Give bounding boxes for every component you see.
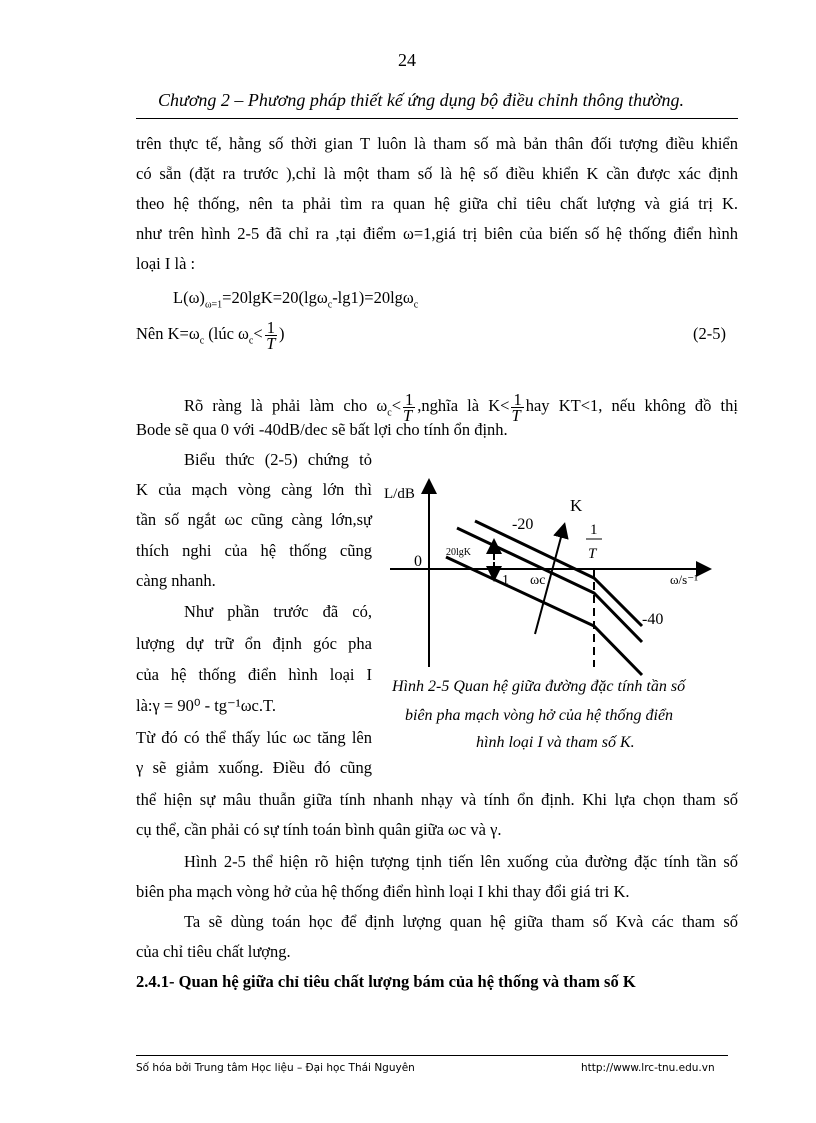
formula-k: Nên $K=\omega_c$ (lúc $\omega_c<$ $\frac{1}{T}$ ) bbox=[136, 317, 285, 353]
text-line: theo hệ thống, nên ta phải tìm ra quan hệ giữa chỉ tiêu chất lượng và giá trị K. bbox=[136, 194, 738, 213]
break-den: T bbox=[588, 546, 597, 562]
x-axis-label: ω/s⁻¹ bbox=[670, 572, 698, 587]
page-number: 24 bbox=[398, 50, 416, 70]
k-label: K bbox=[570, 496, 583, 515]
equation-number: (2-5) bbox=[693, 324, 726, 343]
side-text-line: γ sẽ giảm xuống. Điều đó cũng bbox=[136, 758, 372, 777]
text-line: thể hiện sự mâu thuẫn giữa tính nhanh nhạy và tính ổn định. Khi lựa chọn tham số bbox=[136, 790, 738, 809]
text-line: Bode sẽ qua 0 với -40dB/dec sẽ bất lợi cho tính ổn định. bbox=[136, 420, 508, 439]
footer-url[interactable]: http://www.lrc-tnu.edu.vn bbox=[581, 1062, 715, 1074]
text-line: như trên hình 2-5 đã chỉ ra ,tại điểm ω=1,giá trị biên của biến số hệ thống điển hình bbox=[136, 224, 738, 243]
figure-caption-line: hình loại I và tham số K. bbox=[476, 734, 635, 751]
origin-label: 0 bbox=[414, 553, 422, 570]
text-line: cụ thể, cần phải có sự tính toán bình quân giữa ωc và γ. bbox=[136, 820, 502, 839]
bode-line-mid-k bbox=[457, 528, 642, 642]
formula-l-omega: $L(\omega)_{\omega=1}=20\lg K=20(\lg\omega_c-\lg 1)=20\lg\omega_c$ bbox=[173, 288, 419, 311]
side-text-line: K của mạch vòng càng lớn thì bbox=[136, 480, 372, 499]
section-heading: 2.4.1- Quan hệ giữa chỉ tiêu chất lượng bám của hệ thống và tham số K bbox=[136, 972, 636, 991]
wc-label: ωc bbox=[530, 573, 546, 588]
text-line: trên thực tế, hằng số thời gian T luôn là tham số mà bản thân đối tượng điều khiển bbox=[136, 134, 738, 153]
slope-20-label: -20 bbox=[512, 516, 534, 533]
side-text-line: Từ đó có thể thấy lúc ωc tăng lên bbox=[136, 728, 372, 747]
text-line: biên pha mạch vòng hở của hệ thống điển hình loại I khi thay đổi giá tri K. bbox=[136, 882, 630, 901]
figure-caption-line: Hình 2-5 Quan hệ giữa đường đặc tính tần số bbox=[392, 678, 686, 695]
break-num: 1 bbox=[590, 522, 598, 538]
side-text-line: là:γ = 90⁰ - tg⁻¹ωc.T. bbox=[136, 696, 276, 715]
gain-label: 20lgK bbox=[446, 547, 471, 558]
figure-caption-line: biên pha mạch vòng hở của hệ thống điển bbox=[405, 707, 674, 724]
text-line: có sẵn (đặt ra trước ),chỉ là một tham số là hệ số điều khiển K cần được xác định bbox=[136, 164, 738, 183]
header-rule bbox=[136, 118, 738, 119]
side-text-line: lượng dự trữ ổn định góc pha bbox=[136, 634, 372, 653]
side-text-line: càng nhanh. bbox=[136, 571, 216, 590]
text-line: của chỉ tiêu chất lượng. bbox=[136, 942, 291, 961]
side-text-line: tần số ngắt ωc cũng càng lớn,sự bbox=[136, 510, 372, 529]
side-text-line: Như phần trước đã có, bbox=[184, 602, 372, 621]
slope-40-label: -40 bbox=[642, 611, 664, 628]
y-axis-label: L/dB bbox=[384, 486, 415, 502]
text-line: Rõ ràng là phải làm cho $\omega_c<$ $\frac{1}{T}$ ,nghĩa là K< $\frac{1}{T}$ hay KT<1, nếu không đồ thị bbox=[184, 389, 738, 425]
text-line: Hình 2-5 thể hiện rõ hiện tượng tịnh tiến lên xuống của đường đặc tính tần số bbox=[184, 852, 738, 871]
footer-source: Số hóa bởi Trung tâm Học liệu – Đại học Thái Nguyên bbox=[136, 1062, 415, 1074]
text-line: Ta sẽ dùng toán học để định lượng quan hệ giữa tham số Kvà các tham số bbox=[184, 912, 738, 931]
bode-diagram bbox=[384, 470, 720, 680]
side-text-line: thích nghi của hệ thống cũng bbox=[136, 541, 372, 560]
one-label: 1 bbox=[502, 573, 509, 588]
text-line: loại I là : bbox=[136, 254, 196, 273]
side-text-line: của hệ thống điển hình loại I bbox=[136, 665, 372, 684]
chapter-header: Chương 2 – Phương pháp thiết kế ứng dụng bộ điều chỉnh thông thường. bbox=[158, 90, 685, 110]
footer-rule bbox=[136, 1055, 728, 1056]
side-text-line: Biểu thức (2-5) chứng tỏ bbox=[184, 450, 372, 469]
